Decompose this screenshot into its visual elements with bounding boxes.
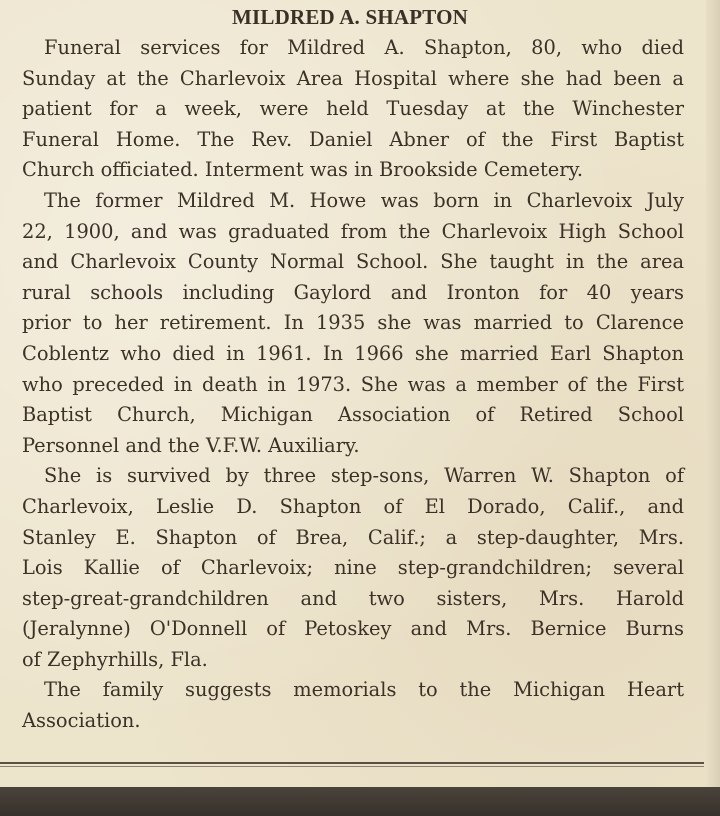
article-line: Association. [22,709,141,733]
article-line: and Charlevoix County Normal School. She taught in the area [22,250,684,274]
article-line: patient for a week, were held Tuesday at the Winchester [22,97,684,121]
article-line: rural schools including Gaylord and Ironton for 40 years [22,280,684,304]
article-line: Stanley E. Shapton of Brea, Calif.; a step-daughter, Mrs. [22,525,684,549]
article-line: prior to her retirement. In 1935 she was married to Clarence [22,311,684,335]
article-line: Funeral services for Mildred A. Shapton, 80, who died [44,36,684,59]
article-line: Sunday at the Charlevoix Area Hospital where she had been a [22,66,684,90]
article-line: of Zephyrhills, Fla. [22,647,208,671]
article-line: Baptist Church, Michigan Association of Retired School [22,403,684,427]
obituary-headline: MILDRED A. SHAPTON [232,5,468,29]
page-edge [706,0,720,790]
article-line: (Jeralynne) O'Donnell of Petoskey and Mrs. Bernice Burns [22,617,684,641]
article-line: Coblentz who died in 1961. In 1966 she married Earl Shapton [22,341,684,365]
column-rule [0,762,704,764]
article-line: Charlevoix, Leslie D. Shapton of El Dorado, Calif., and [22,494,684,518]
article-line: Lois Kallie of Charlevoix; nine step-grandchildren; several [22,556,684,580]
article-line: 22, 1900, and was graduated from the Charlevoix High School [22,219,684,243]
column-rule-thin [0,766,704,767]
article-line: Funeral Home. The Rev. Daniel Abner of the First Baptist [22,127,684,151]
article-line: The former Mildred M. Howe was born in Charlevoix July [44,188,684,212]
article-line: Church officiated. Interment was in Brookside Cemetery. [22,158,584,182]
article-line: She is survived by three step-sons, Warren W. Shapton of [44,464,684,488]
article-line: Personnel and the V.F.W. Auxiliary. [22,433,360,457]
scan-bottom-band [0,787,720,816]
article-line: step-great-grandchildren and two sisters, Mrs. Harold [22,586,684,610]
obituary-article [22,33,684,737]
article-line: who preceded in death in 1973. She was a member of the First [22,372,684,396]
article-line: The family suggests memorials to the Michigan Heart [44,678,684,702]
